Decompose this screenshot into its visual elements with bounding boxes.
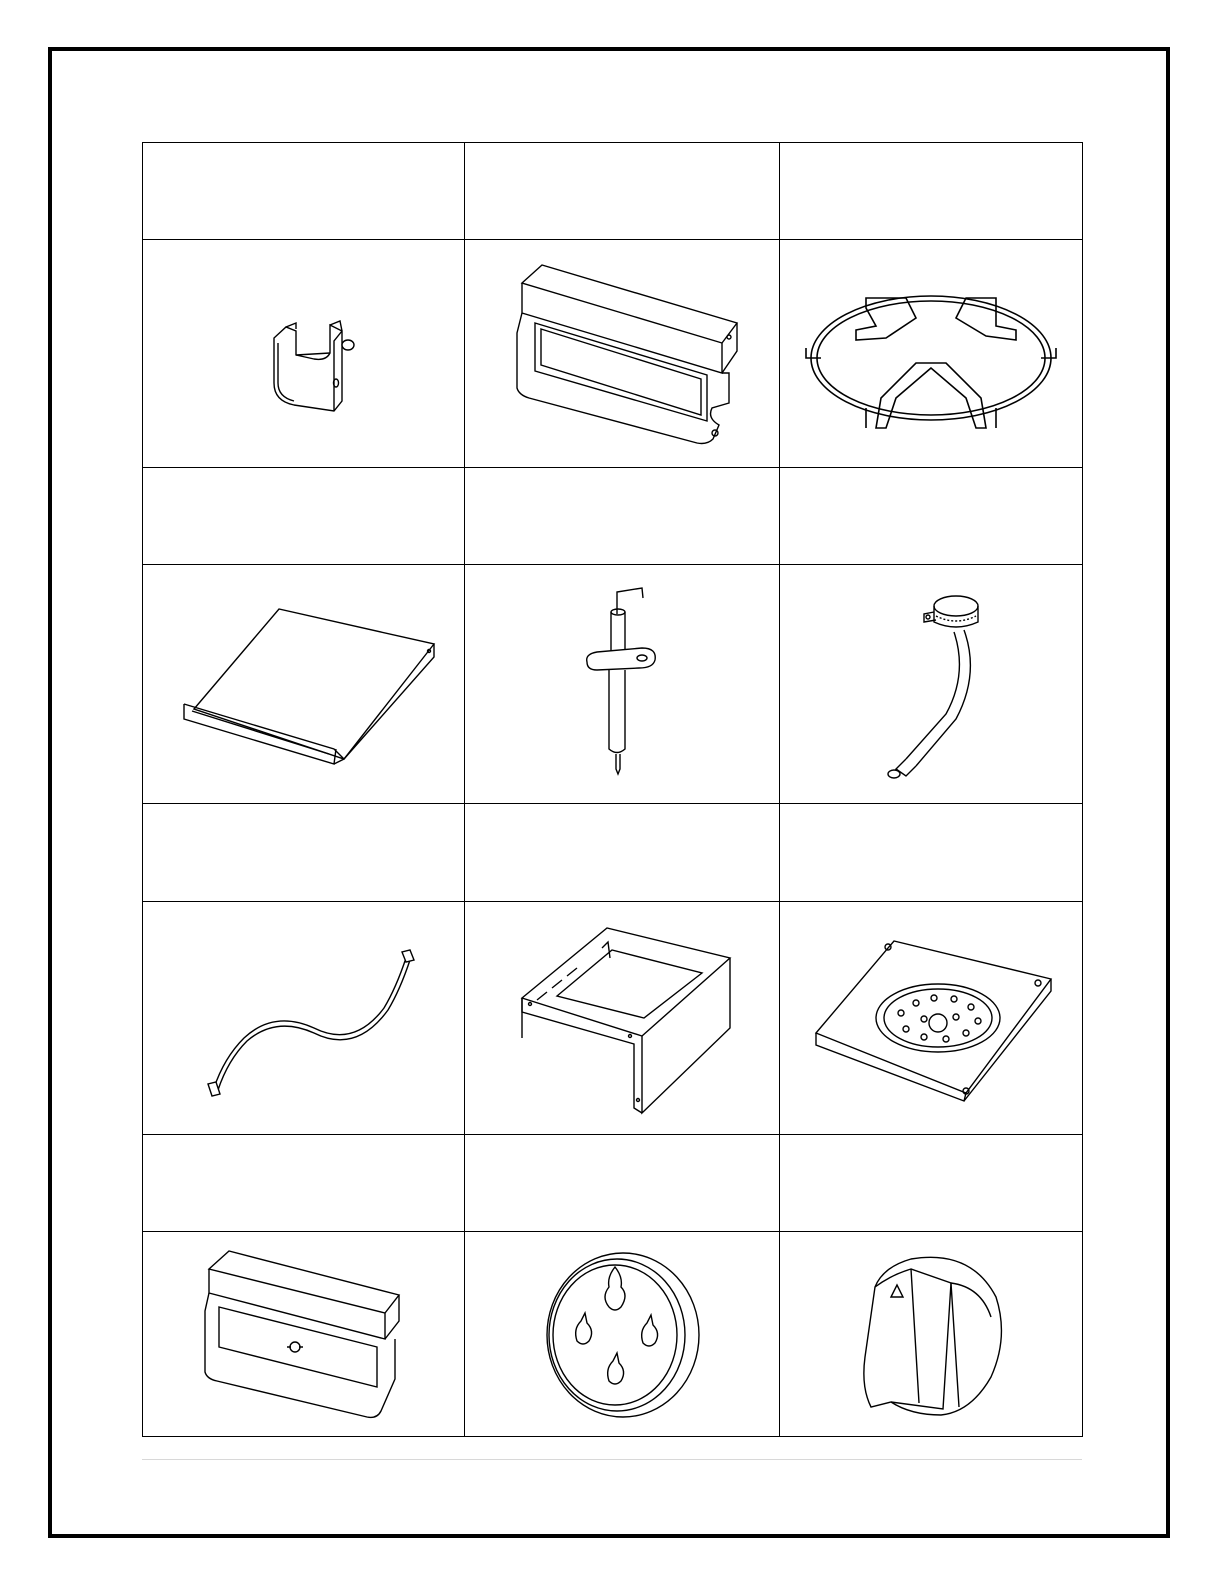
drip-tray-icon	[164, 599, 444, 769]
part-label-cell	[465, 467, 780, 564]
control-panel-icon	[497, 253, 747, 453]
label-row	[143, 143, 1083, 240]
part-image-cell	[780, 1232, 1083, 1437]
front-panel-icon	[199, 1247, 409, 1422]
part-image-cell	[465, 1232, 780, 1437]
gas-hose-icon	[184, 938, 424, 1098]
igniter-electrode-icon	[567, 584, 677, 784]
part-label-cell	[780, 1135, 1083, 1232]
part-label-cell	[780, 143, 1083, 240]
part-image-cell	[143, 1232, 465, 1437]
image-row	[143, 564, 1083, 804]
part-label-cell	[143, 804, 465, 901]
part-label-cell	[465, 1135, 780, 1232]
label-row	[143, 1135, 1083, 1232]
hook-bracket-icon	[234, 283, 374, 423]
part-label-cell	[465, 804, 780, 901]
part-image-cell	[143, 901, 465, 1135]
part-image-cell	[780, 901, 1083, 1135]
part-image-cell	[465, 240, 780, 467]
part-label-cell	[780, 804, 1083, 901]
image-row	[143, 901, 1083, 1135]
part-image-cell	[465, 564, 780, 804]
image-row	[143, 1232, 1083, 1437]
part-image-cell	[780, 564, 1083, 804]
parts-table	[142, 142, 1083, 1437]
part-label-cell	[465, 143, 780, 240]
part-label-cell	[143, 1135, 465, 1232]
label-row	[143, 804, 1083, 901]
part-label-cell	[143, 143, 465, 240]
label-row	[143, 467, 1083, 564]
part-image-cell	[465, 901, 780, 1135]
part-image-cell	[780, 240, 1083, 467]
frame-bracket-icon	[502, 918, 742, 1118]
control-knob-icon	[851, 1247, 1011, 1422]
burner-icon	[846, 584, 1016, 784]
grate-icon	[796, 268, 1066, 438]
bezel-icon	[537, 1247, 707, 1422]
image-row	[143, 240, 1083, 467]
part-image-cell	[143, 564, 465, 804]
part-label-cell	[143, 467, 465, 564]
footer-divider	[142, 1459, 1082, 1460]
part-image-cell	[143, 240, 465, 467]
burner-tray-icon	[806, 933, 1056, 1103]
part-label-cell	[780, 467, 1083, 564]
